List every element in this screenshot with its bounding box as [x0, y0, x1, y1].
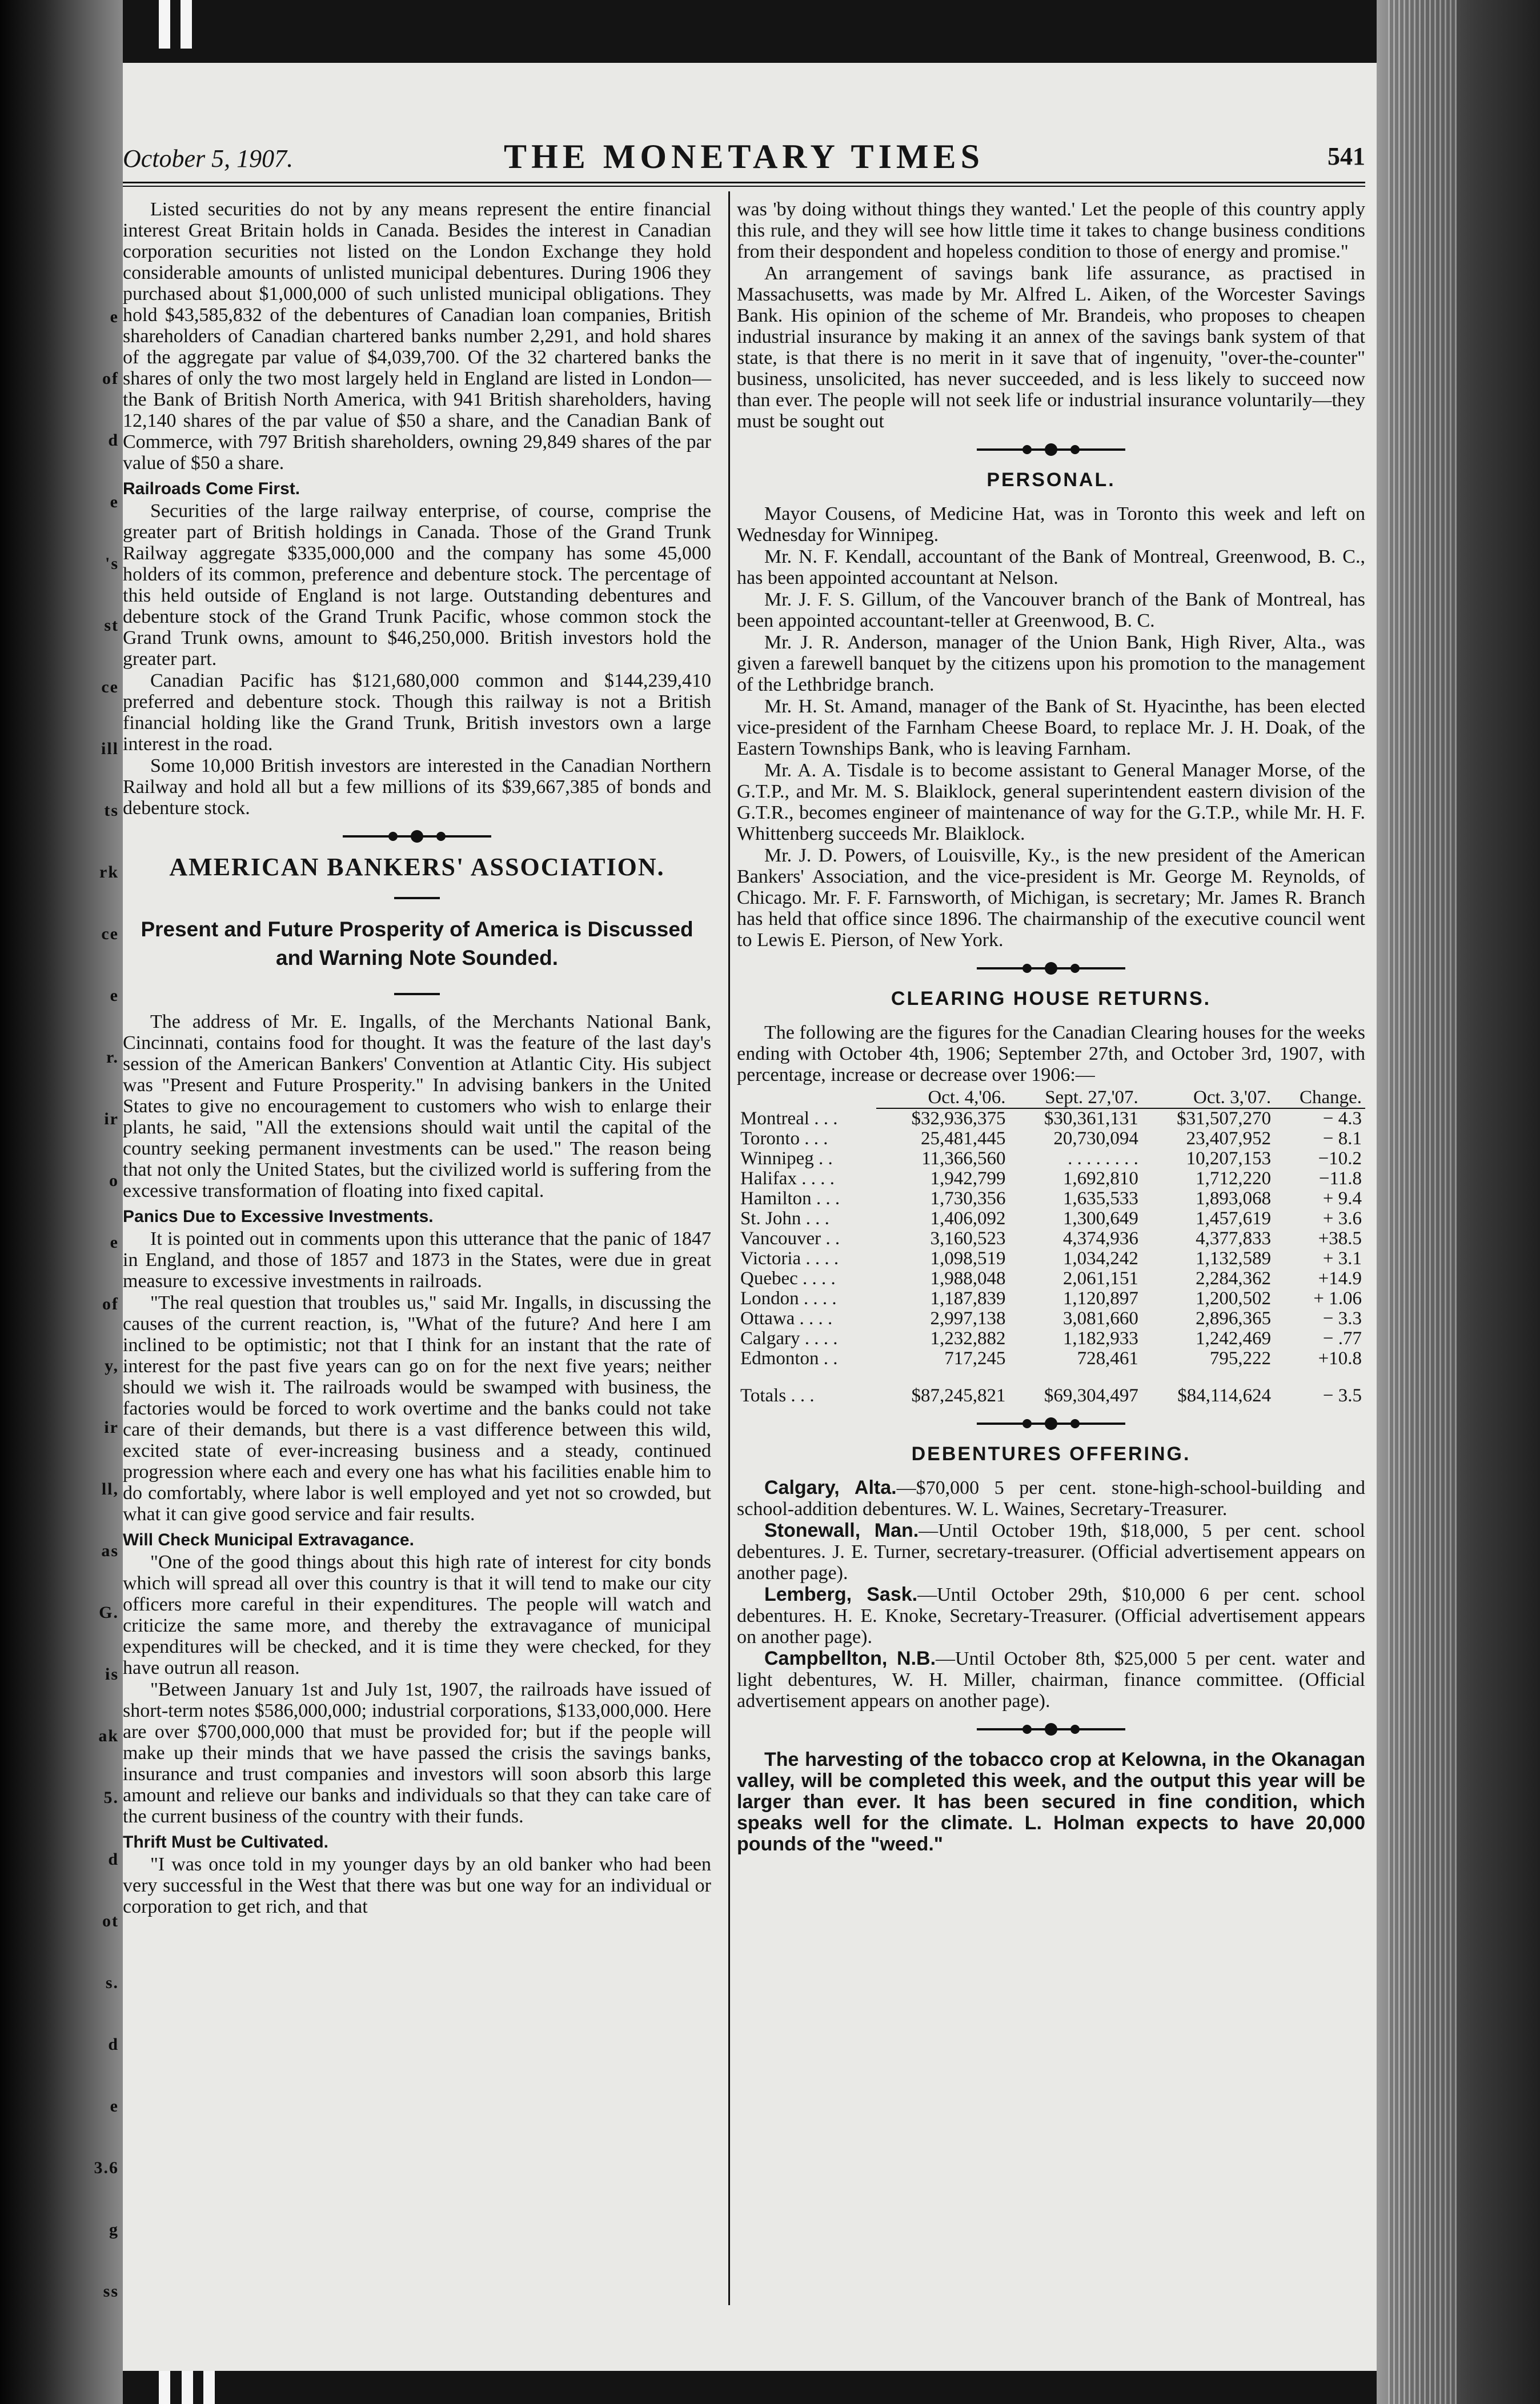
- personal-item: Mr. J. F. S. Gillum, of the Vancouver branch of the Bank of Montreal, has been appointed accountant-teller at Greenwood, B. C.: [737, 589, 1365, 631]
- column-header: Sept. 27,'07.: [1009, 1088, 1142, 1108]
- masthead: [123, 137, 1365, 177]
- value-cell: 3,160,523: [930, 1228, 1006, 1249]
- personal-item: Mr. N. F. Kendall, accountant of the Bank of Montreal, Greenwood, B. C., has been appointed accountant at Nelson.: [737, 546, 1365, 588]
- value-cell: 1,242,469: [1196, 1328, 1272, 1349]
- scan-right-margin: [1377, 0, 1540, 2404]
- value-cell: 1,098,519: [930, 1248, 1006, 1269]
- value-cell: 795,222: [1209, 1348, 1272, 1369]
- edge-fragment: r.: [106, 1048, 119, 1067]
- edge-fragment: ts: [104, 801, 119, 820]
- paragraph: Securities of the large railway enterprise, of course, comprise the greater part of British holdings in Canada. Those of the Grand Trunk Railway aggregate $335,000,000 and the company has some 45,000 holders of its common, preference and debenture stock. The percentage of this held outside of England is not large. Outstanding debentures and debenture stock of the Grand Trunk Pacific, whose common stock the Grand Trunk owns, amount to $46,250,000. British investors hold the greater part.: [123, 500, 711, 670]
- edge-fragment: ill: [101, 739, 119, 758]
- paragraph: It is pointed out in comments upon this utterance that the panic of 1847 in England, and those of 1857 and 1873 in the States, were due in great measure to excessive investments in railroads.: [123, 1228, 711, 1292]
- city-cell: Toronto . . .: [740, 1128, 828, 1149]
- value-cell: +38.5: [1318, 1228, 1362, 1249]
- paragraph: "The real question that troubles us," said Mr. Ingalls, in discussing the causes of the current reaction, is, "What of the future? And here I am inclined to be optimistic; not that I think for an instant that the rate of interest for the past five years can go on for the next five years; neither should we wish it. The railroads would be swamped with business, the factories would be forced to work overtime and the banks could not take care of their demands, but there is a vast difference between this wild, excited state of ever-increasing business and a steady, continued progression where each and every one has what his facilities enable him to do comfortably, where labor is well employed and yet not so crowded, but what it can give good service and fair results.: [123, 1292, 711, 1525]
- value-cell: $31,507,270: [1177, 1108, 1272, 1129]
- table-row: [737, 1149, 1365, 1169]
- paragraph: The following are the figures for the Canadian Clearing houses for the weeks ending with October 4th, 1906; September 27th, and October 3rd, 1907, with percentage, increase or decrease over 1906:—: [737, 1022, 1365, 1085]
- value-cell: −11.8: [1318, 1168, 1362, 1189]
- value-cell: 20,730,094: [1053, 1128, 1138, 1149]
- edge-fragment: ss: [103, 2282, 119, 2301]
- table-row: [737, 1189, 1365, 1209]
- totals-value: $84,114,624: [1177, 1385, 1272, 1406]
- value-cell: 23,407,952: [1186, 1128, 1272, 1149]
- value-cell: − .77: [1322, 1328, 1362, 1349]
- column-header: [737, 1088, 876, 1108]
- debenture-item: [737, 1520, 1365, 1584]
- table-row: [737, 1108, 1365, 1129]
- paragraph: Some 10,000 British investors are interested in the Canadian Northern Railway and hold all but a few millions of its $39,667,385 of bonds and debenture stock.: [123, 755, 711, 819]
- edge-fragment: d: [108, 431, 119, 450]
- section-heading-clearing: CLEARING HOUSE RETURNS.: [891, 988, 1212, 1009]
- value-cell: 1,406,092: [930, 1208, 1006, 1229]
- value-cell: 1,457,619: [1196, 1208, 1272, 1229]
- personal-item: Mr. J. D. Powers, of Louisville, Ky., is the new president of the American Bankers' Association, and the vice-president is Mr. George M. Reynolds, of Chicago. Mr. F. F. Farnsworth, of Michigan, is secretary; Mr. James R. Branch has held that office since 1896. The chairmanship of the executive council went to Lewis E. Pierson, of New York.: [737, 845, 1365, 951]
- right-column: [737, 199, 1365, 1855]
- value-cell: +14.9: [1318, 1268, 1362, 1289]
- debenture-text: —$70,000 5 per cent. stone-high-school-building and school-addition debentures. W. L. Waines, Secretary-Treasurer.: [737, 1477, 1365, 1520]
- edge-fragment: ak: [98, 1726, 119, 1745]
- value-cell: 2,061,151: [1062, 1268, 1138, 1289]
- debenture-text: —Until October 29th, $10,000 6 per cent. school debentures. H. E. Knoke, Secretary-Treasurer. (Official advertisement appears on another page).: [737, 1584, 1365, 1648]
- value-cell: 1,232,882: [930, 1328, 1006, 1349]
- value-cell: $32,936,375: [911, 1108, 1006, 1129]
- subheading: Panics Due to Excessive Investments.: [123, 1207, 434, 1226]
- paragraph: An arrangement of savings bank life assurance, as practised in Massachusetts, was made by Mr. Alfred L. Aiken, of the Worcester Savings Bank. His opinion of the scheme of Mr. Brandeis, who proposes to cheapen industrial insurance by making it an annex of the savings bank system of that state, is that there is no merit in it save that of ingenuity, "over-the-counter" business, unsolicited, has never succeeded, and is less likely to succeed now than ever. The people will not seek life or industrial insurance voluntarily—they must be sought out: [737, 263, 1365, 432]
- city-cell: Calgary . . . .: [740, 1328, 838, 1349]
- value-cell: +10.8: [1318, 1348, 1362, 1369]
- left-column: [123, 199, 711, 1917]
- edge-fragment: e: [110, 1233, 119, 1252]
- edge-fragment: ir: [104, 1418, 119, 1437]
- value-cell: 1,187,839: [930, 1288, 1006, 1309]
- table-row: [737, 1129, 1365, 1149]
- paragraph: The harvesting of the tobacco crop at Kelowna, in the Okanagan valley, will be completed this week, and the output this year will be larger than ever. It has been secured in fine condition, which speaks well for the climate. L. Holman expects to have 20,000 pounds of the "weed.": [737, 1749, 1365, 1855]
- edge-fragment: 's: [105, 554, 119, 573]
- city-cell: Montreal . . .: [740, 1108, 838, 1129]
- paragraph: "One of the good things about this high rate of interest for city bonds which will spread all over this country is that it will tend to make our city officers more careful in their expenditures. The people will watch and criticize the same more, and thereby the extravagance of municipal expenditures will be checked, and it is time they were checked, for they have outrun all reason.: [123, 1552, 711, 1678]
- table-row: [737, 1169, 1365, 1189]
- city-cell: Hamilton . . .: [740, 1188, 840, 1209]
- table-row: [737, 1229, 1365, 1249]
- edge-fragment: of: [102, 1295, 119, 1313]
- edge-fragment: ir: [104, 1109, 119, 1128]
- edge-fragment: G.: [99, 1603, 119, 1622]
- value-cell: 1,635,533: [1062, 1188, 1138, 1209]
- paragraph: Canadian Pacific has $121,680,000 common and $144,239,410 preferred and debenture stock. Though this railway is not a British financial holding like the Grand Trunk, British investors own a large interest in the road.: [123, 670, 711, 755]
- value-cell: − 4.3: [1322, 1108, 1362, 1129]
- column-header: Change.: [1274, 1088, 1365, 1108]
- value-cell: + 3.1: [1322, 1248, 1362, 1269]
- city-cell: Winnipeg . .: [740, 1148, 833, 1169]
- city-cell: Edmonton . .: [740, 1348, 838, 1369]
- personal-item: Mr. A. A. Tisdale is to become assistant to General Manager Morse, of the G.T.P., and Mr. M. S. Blaiklock, general superintendent eastern division of the G.T.R., becomes engineer of maintenance of way for the G.T.P., while Mr. H. F. Whittenberg succeeds Mr. Blaiklock.: [737, 760, 1365, 844]
- short-rule: [394, 993, 440, 995]
- value-cell: 1,182,933: [1062, 1328, 1138, 1349]
- value-cell: 1,893,068: [1196, 1188, 1272, 1209]
- edge-fragment: as: [101, 1541, 119, 1560]
- article-headline: AMERICAN BANKERS' ASSOCIATION.: [169, 853, 665, 881]
- city-cell: Quebec . . . .: [740, 1268, 836, 1289]
- short-rule: [394, 897, 440, 899]
- ornament-divider: [737, 1721, 1365, 1738]
- paragraph: The address of Mr. E. Ingalls, of the Merchants National Bank, Cincinnati, contains food for thought. It was the feature of the last day's session of the American Bankers' Convention at Atlantic City. His subject was "Present and Future Prosperity." In advising bankers in the United States to give no encouragement to customers who wish to enlarge their plants, he said, "All the extensions should wait until the capital of the country seeking permanent investments can be used." The reason being that not only the United States, but the civilized world is suffering from the excessive transformation of floating into fixed capital.: [123, 1011, 711, 1201]
- debenture-item: [737, 1648, 1365, 1712]
- value-cell: 1,942,799: [930, 1168, 1006, 1189]
- subheading: Will Check Municipal Extravagance.: [123, 1530, 414, 1549]
- table-row: [737, 1309, 1365, 1329]
- debenture-text: —Until October 8th, $25,000 5 per cent. water and light debentures, W. H. Miller, chairman, finance committee. (Official advertisement appears on another page).: [737, 1648, 1365, 1712]
- ornament-divider: [737, 441, 1365, 458]
- edge-fragment: g: [109, 2220, 119, 2239]
- value-cell: −10.2: [1318, 1148, 1362, 1169]
- paragraph: "Between January 1st and July 1st, 1907, the railroads have issued of short-term notes $586,000,000; industrial corporations, $133,000,000. Here are over $700,000,000 that must be provided for; but if the people will make up their minds that we have passed the crisis the savings banks, insurance and trust companies and investors will soon absorb this large amount and relieve our banks and individuals so that they can take care of the current business of the country with their funds.: [123, 1679, 711, 1827]
- value-cell: 1,034,242: [1062, 1248, 1138, 1269]
- table-row: [737, 1289, 1365, 1309]
- subheading: Railroads Come First.: [123, 479, 300, 498]
- personal-item: Mr. H. St. Amand, manager of the Bank of St. Hyacinthe, has been elected vice-president of the Farnham Cheese Board, to replace Mr. J. H. Doak, of the Eastern Townships Bank, who is leaving Farnham.: [737, 696, 1365, 759]
- debenture-place: Campbellton, N.B.: [764, 1648, 936, 1669]
- value-cell: + 3.6: [1322, 1208, 1362, 1229]
- edge-fragment: is: [105, 1665, 119, 1684]
- value-cell: 25,481,445: [921, 1128, 1006, 1149]
- value-cell: 717,245: [944, 1348, 1006, 1369]
- edge-fragment: ce: [101, 678, 119, 696]
- edge-fragment: ot: [102, 1912, 119, 1930]
- value-cell: − 8.1: [1322, 1128, 1362, 1149]
- paragraph: "I was once told in my younger days by an old banker who had been very successful in the West that there was but one way for an individual or corporation to get rich, and that: [123, 1854, 711, 1917]
- value-cell: 728,461: [1077, 1348, 1138, 1369]
- table-header-row: [737, 1088, 1365, 1108]
- value-cell: + 9.4: [1322, 1188, 1362, 1209]
- city-cell: Ottawa . . . .: [740, 1308, 833, 1329]
- subheading: Thrift Must be Cultivated.: [123, 1833, 328, 1852]
- debenture-place: Stonewall, Man.: [764, 1520, 919, 1541]
- edge-fragment: st: [104, 616, 119, 635]
- edge-fragment: of: [102, 369, 119, 388]
- edge-fragment: e: [110, 492, 119, 511]
- section-heading-personal: PERSONAL.: [986, 469, 1116, 491]
- value-cell: − 3.3: [1322, 1308, 1362, 1329]
- film-mark: [159, 0, 170, 49]
- city-cell: Victoria . . . .: [740, 1248, 839, 1269]
- value-cell: 3,081,660: [1062, 1308, 1138, 1329]
- page-number: 541: [1328, 142, 1365, 170]
- value-cell: 2,997,138: [930, 1308, 1006, 1329]
- edge-fragment: y,: [105, 1356, 119, 1375]
- ornament-divider: [737, 960, 1365, 977]
- totals-value: $69,304,497: [1044, 1385, 1138, 1406]
- edge-fragment: d: [108, 1850, 119, 1869]
- value-cell: 2,896,365: [1196, 1308, 1272, 1329]
- value-cell: 1,120,897: [1062, 1288, 1138, 1309]
- value-cell: 1,988,048: [930, 1268, 1006, 1289]
- article-deck: Present and Future Prosperity of America is Discussed and Warning Note Sounded.: [141, 917, 693, 969]
- value-cell: $30,361,131: [1044, 1108, 1138, 1129]
- totals-label: Totals . . .: [740, 1385, 815, 1406]
- column-rule: [728, 191, 730, 2305]
- paragraph: was 'by doing without things they wanted.' Let the people of this country apply this rule, and they will see how little time it takes to change business conditions from their despondent and hopeless condition to those of energy and promise.": [737, 199, 1365, 262]
- ornament-divider: [123, 828, 711, 845]
- edge-fragment: ce: [101, 924, 119, 943]
- personal-item: Mr. J. R. Anderson, manager of the Union Bank, High River, Alta., was given a farewell banquet by the citizens upon his promotion to the management of the Lethbridge branch.: [737, 632, 1365, 695]
- value-cell: 11,366,560: [921, 1148, 1006, 1169]
- value-cell: 1,712,220: [1196, 1168, 1272, 1189]
- table-row: [737, 1249, 1365, 1269]
- totals-value: $87,245,821: [911, 1385, 1006, 1406]
- value-cell: . . . . . . . .: [1068, 1148, 1138, 1169]
- paragraph: Listed securities do not by any means represent the entire financial interest Great Britain holds in Canada. Besides the interest in Canadian corporation securities not listed on the London Exchange they hold considerable amounts of unlisted municipal debentures. During 1906 they purchased about $1,000,000 of such unlisted municipal obligations. They hold $43,585,832 of the debentures of Canadian loan companies, British shareholders of Canadian chartered banks number 2,291, and hold shares of the aggregate par value of $4,039,700. Of the 32 chartered banks the shares of only the two most largely held in England are listed in London—the Bank of British North America, with 941 British shareholders, having 12,140 shares of the par value of $50 a share, and the Canadian Bank of Commerce, with 797 British shareholders, owning 29,849 shares of the par value of $50 a share.: [123, 199, 711, 474]
- table-row: [737, 1329, 1365, 1349]
- edge-fragment: e: [110, 307, 119, 326]
- value-cell: 1,200,502: [1196, 1288, 1272, 1309]
- value-cell: 1,692,810: [1062, 1168, 1138, 1189]
- debenture-item: [737, 1584, 1365, 1648]
- city-cell: St. John . . .: [740, 1208, 829, 1229]
- debenture-place: Calgary, Alta.: [764, 1477, 897, 1499]
- edge-fragment: 3.6: [94, 2158, 119, 2177]
- edge-fragment: rk: [99, 863, 119, 882]
- clearing-house-table: [737, 1088, 1365, 1406]
- debenture-item: [737, 1477, 1365, 1520]
- edge-fragment: e: [110, 986, 119, 1005]
- section-heading-debentures: DEBENTURES OFFERING.: [911, 1443, 1191, 1465]
- film-mark: [181, 0, 192, 49]
- edge-fragment: e: [110, 2097, 119, 2115]
- value-cell: 10,207,153: [1186, 1148, 1272, 1169]
- edge-fragment: o: [109, 1171, 119, 1190]
- edge-fragment: s.: [105, 1973, 119, 1992]
- city-cell: Halifax . . . .: [740, 1168, 835, 1189]
- value-cell: 1,132,589: [1196, 1248, 1272, 1269]
- issue-date: October 5, 1907.: [123, 145, 294, 173]
- column-header: Oct. 3,'07.: [1142, 1088, 1274, 1108]
- value-cell: 1,730,356: [930, 1188, 1006, 1209]
- debenture-place: Lemberg, Sask.: [764, 1584, 918, 1605]
- value-cell: 1,300,649: [1062, 1208, 1138, 1229]
- totals-row: [737, 1369, 1365, 1406]
- edge-fragment: 5.: [103, 1788, 119, 1807]
- newspaper-title: THE MONETARY TIMES: [504, 138, 984, 175]
- ornament-divider: [737, 1415, 1365, 1432]
- scan-left-margin: [0, 0, 123, 2404]
- debenture-text: —Until October 19th, $18,000, 5 per cent. school debentures. J. E. Turner, secretary-treasurer. (Official advertisement appears on another page).: [737, 1520, 1365, 1584]
- value-cell: 2,284,362: [1196, 1268, 1272, 1289]
- header-rule: [123, 182, 1365, 187]
- personal-item: Mayor Cousens, of Medicine Hat, was in Toronto this week and left on Wednesday for Winnipeg.: [737, 503, 1365, 546]
- column-header: Oct. 4,'06.: [876, 1088, 1009, 1108]
- totals-value: − 3.5: [1322, 1385, 1362, 1406]
- edge-fragment: ll,: [101, 1480, 119, 1499]
- city-cell: Vancouver . .: [740, 1228, 840, 1249]
- value-cell: + 1.06: [1313, 1288, 1362, 1309]
- edge-fragment: d: [108, 2035, 119, 2054]
- table-row: [737, 1209, 1365, 1229]
- table-row: [737, 1269, 1365, 1289]
- value-cell: 4,374,936: [1062, 1228, 1138, 1249]
- table-row: [737, 1349, 1365, 1369]
- value-cell: 4,377,833: [1196, 1228, 1272, 1249]
- city-cell: London . . . .: [740, 1288, 837, 1309]
